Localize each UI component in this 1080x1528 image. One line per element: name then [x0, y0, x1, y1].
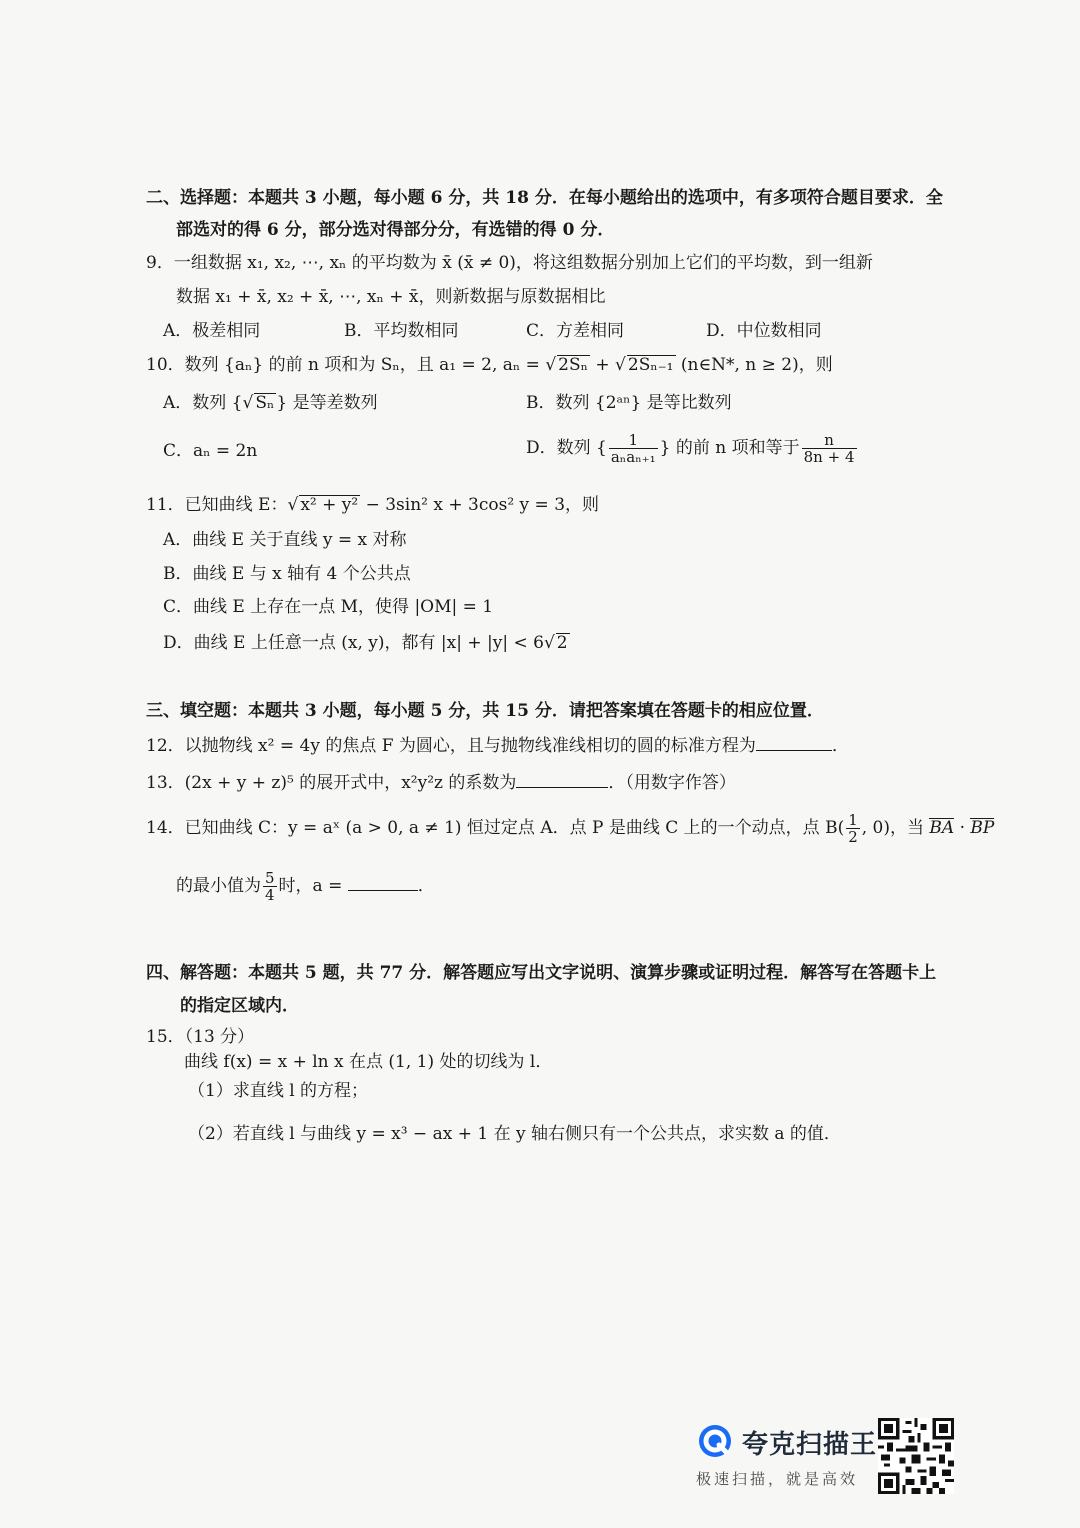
q10-option-d-f2-num: n	[802, 432, 857, 449]
q10-plus: +	[589, 355, 616, 375]
q14-end: ．	[417, 876, 435, 896]
q10-option-d-fraction-2	[802, 432, 857, 465]
q9-number: 9．	[146, 253, 174, 273]
section2-header-line2: 部选对的得 6 分，部分选对得部分分，有选错的得 0 分．	[176, 220, 615, 240]
q11-stem: 11．已知曲线 E：√ x² + y² − 3sin² x + 3cos² y = 3，则	[146, 495, 600, 515]
q11-option-d: D．曲线 E 上任意一点 (x, y)，都有 |x| + |y| < 6√ 2	[163, 633, 568, 653]
q14-vector-bp: BP	[970, 818, 995, 838]
q9-option-b: B．平均数相同	[344, 321, 459, 341]
q10-stem: 10．数列 {aₙ} 的前 n 项和为 Sₙ，且 a₁ = 2, aₙ = √ 2Sₙ + √ 2Sₙ₋₁ (n∈N*, n ≥ 2)，则	[146, 355, 833, 375]
q14-f1-den: 2	[848, 828, 858, 846]
q12-answer-blank[interactable]	[756, 736, 832, 751]
q10-option-d-pre: D．数列 {	[526, 438, 607, 458]
q13-text: (2x + y + z)⁵ 的展开式中，x²y²z 的系数为	[184, 773, 517, 793]
watermark-subtitle: 极速扫描，就是高效	[696, 1470, 859, 1488]
q14-f2-num: 5	[265, 869, 275, 887]
q11-option-d-radicand: 2	[556, 633, 568, 653]
q11-stem-b: − 3sin² x + 3cos² y = 3，则	[360, 495, 600, 515]
section4-header-line1: 四、解答题：本题共 5 题，共 77 分．解答题应写出文字说明、演算步骤或证明过程．解答写在答题卡上	[146, 963, 937, 983]
q14-number: 14．	[146, 818, 185, 838]
q14-line2-a: 的最小值为	[176, 876, 261, 896]
q14-stem-line1	[146, 808, 994, 848]
q14-f2-den: 4	[265, 886, 275, 904]
q10-option-a: A．数列 {√ Sₙ } 是等差数列	[163, 393, 378, 413]
q10-option-a-post: } 是等差数列	[276, 393, 378, 413]
q13-stem	[146, 772, 736, 794]
section2-header-line1: 二、选择题：本题共 3 小题，每小题 6 分，共 18 分．在每小题给出的选项中，有多项符合题目要求．全	[146, 188, 943, 208]
q10-stem-b: (n∈N*, n ≥ 2)，则	[675, 355, 833, 375]
q9-stem-line2: 数据 x₁ + x̄, x₂ + x̄, ⋯, xₙ + x̄，则新数据与原数据相比	[176, 287, 606, 307]
q10-stem-a: 数列 {aₙ} 的前 n 项和为 Sₙ，且 a₁ = 2, aₙ =	[184, 355, 546, 375]
q13-answer-blank[interactable]	[516, 773, 608, 788]
q12-text: 以抛物线 x² = 4y 的焦点 F 为圆心，且与抛物线准线相切的圆的标准方程为	[184, 736, 756, 756]
section4-header-line2: 的指定区域内．	[180, 996, 299, 1016]
q10-option-d-f2-den: 8n + 4	[803, 448, 855, 466]
q12-number: 12．	[146, 736, 185, 756]
q14-fraction-5-4	[263, 870, 277, 903]
q14-vector-ba: BA	[929, 818, 955, 838]
q15-score: （13 分）	[184, 1027, 255, 1047]
quark-logo-icon	[698, 1424, 732, 1458]
q13-end: ．（用数字作答）	[608, 773, 736, 793]
q13-number: 13．	[146, 773, 185, 793]
q11-number: 11．	[146, 495, 185, 515]
q10-option-d-f1-den: aₙaₙ₊₁	[610, 448, 656, 466]
q12-stem	[146, 735, 849, 757]
q14-stem-a: 已知曲线 C：y = aˣ (a > 0, a ≠ 1) 恒过定点 A．点 P 是曲线 C 上的一个动点，点 B(	[184, 818, 845, 838]
qr-code-icon[interactable]	[878, 1418, 954, 1494]
q15-number: 15．	[146, 1027, 185, 1047]
q10-option-c: C．aₙ = 2n	[163, 441, 258, 461]
q10-option-d-f1-num: 1	[609, 432, 658, 449]
q10-option-d-fraction-1	[609, 432, 658, 465]
q10-radicand-1: 2Sₙ	[558, 355, 588, 375]
q11-stem-a: 已知曲线 E：	[184, 495, 288, 515]
q9-option-c: C．方差相同	[526, 321, 625, 341]
q14-line2-b: 时，a =	[278, 876, 348, 896]
q9-stem-line1	[146, 252, 873, 274]
q11-option-b: B．曲线 E 与 x 轴有 4 个公共点	[163, 564, 411, 584]
q14-f1-num: 1	[848, 811, 858, 829]
q10-option-a-pre: A．数列 {	[163, 393, 243, 413]
q14-answer-blank[interactable]	[348, 876, 418, 891]
q9-stem-text: 一组数据 x₁, x₂, ⋯, xₙ 的平均数为 x̄ (x̄ ≠ 0)，将这组数据分别加上它们的平均数，到一组新	[173, 253, 873, 273]
section3-header: 三、填空题：本题共 3 小题，每小题 5 分，共 15 分．请把答案填在答题卡的相应位置．	[146, 701, 824, 721]
q11-option-d-text: D．曲线 E 上任意一点 (x, y)，都有 |x| + |y| < 6	[163, 633, 544, 653]
q10-option-b: B．数列 {2ᵃⁿ} 是等比数列	[526, 393, 732, 413]
q14-fraction-half	[846, 812, 860, 845]
q10-radicand-2: 2Sₙ₋₁	[627, 355, 674, 375]
q11-option-a: A．曲线 E 关于直线 y = x 对称	[163, 530, 407, 550]
q15-stem: 曲线 f(x) = x + ln x 在点 (1, 1) 处的切线为 l．	[184, 1052, 553, 1072]
watermark-title: 夸克扫描王	[742, 1430, 878, 1460]
q14-dot: ·	[954, 818, 971, 838]
q10-option-a-radicand: Sₙ	[255, 393, 275, 413]
q9-option-d: D．中位数相同	[706, 321, 822, 341]
q11-radicand: x² + y²	[300, 495, 359, 515]
q10-option-d	[526, 428, 859, 468]
q15-heading	[146, 1026, 254, 1048]
q14-stem-b: , 0)，当	[861, 818, 930, 838]
q9-option-a: A．极差相同	[163, 321, 261, 341]
q10-option-d-post: } 的前 n 项和等于	[659, 438, 800, 458]
q15-part2: （2）若直线 l 与曲线 y = x³ − ax + 1 在 y 轴右侧只有一个公共点，求实数 a 的值．	[188, 1124, 841, 1144]
q15-part1: （1）求直线 l 的方程；	[188, 1081, 369, 1101]
q11-option-c: C．曲线 E 上存在一点 M，使得 |OM| = 1	[163, 597, 494, 617]
q14-stem-line2	[176, 866, 435, 906]
q10-number: 10．	[146, 355, 185, 375]
q12-end: ．	[831, 736, 849, 756]
